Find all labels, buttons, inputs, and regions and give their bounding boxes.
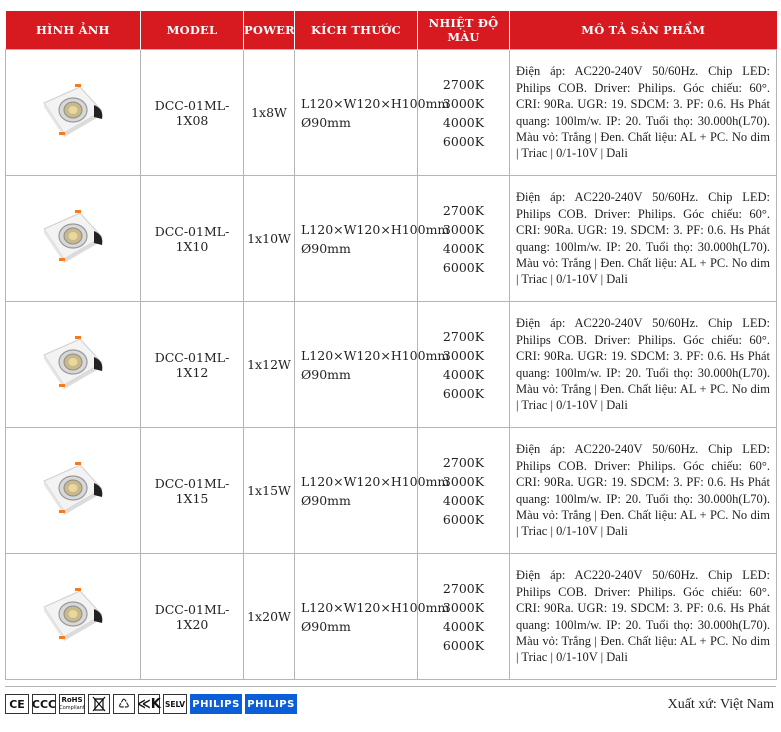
size-dimensions: L120×W120×H100mm: [301, 347, 450, 363]
product-image-cell: [6, 554, 141, 680]
size-diameter: Ø90mm: [301, 492, 351, 508]
ccc-mark-icon: CCC: [32, 694, 56, 714]
color-temp-value: 6000K: [442, 259, 485, 275]
description-cell: Điện áp: AC220-240V 50/60Hz. Chip LED: Philips COB. Driver: Philips. Góc chiếu: 60°. CRI: 90Ra. UGR: 19. SDCM: 3. PF: 0.6. Hs Phát quang: 100lm/w. IP: 20. Tuổi thọ: 30.000h(L70). Màu vỏ: Trắng | Đen. Chất liệu: AL + PC. No dim | Triac | 0/1-10V | Dali: [510, 302, 777, 428]
philips-logo-icon: PHILIPS: [245, 694, 297, 714]
header-image: HÌNH ẢNH: [6, 11, 141, 50]
table-header-row: [6, 11, 777, 50]
downlight-image-icon: [38, 459, 108, 519]
color-temp-cell: [418, 554, 510, 680]
model-cell: DCC-01ML-1X20: [141, 554, 244, 680]
description-cell: Điện áp: AC220-240V 50/60Hz. Chip LED: Philips COB. Driver: Philips. Góc chiếu: 60°. CRI: 90Ra. UGR: 19. SDCM: 3. PF: 0.6. Hs Phát quang: 100lm/w. IP: 20. Tuổi thọ: 30.000h(L70). Màu vỏ: Trắng | Đen. Chất liệu: AL + PC. No dim | Triac | 0/1-10V | Dali: [510, 50, 777, 176]
power-cell: 1x15W: [244, 428, 295, 554]
model-cell: DCC-01ML-1X08: [141, 50, 244, 176]
color-temp-value: 3000K: [442, 473, 485, 489]
header-power: POWER: [244, 11, 295, 50]
size-dimensions: L120×W120×H100mm: [301, 95, 450, 111]
model-cell: DCC-01ML-1X12: [141, 302, 244, 428]
power-cell: 1x10W: [244, 176, 295, 302]
color-temp-value: 6000K: [442, 511, 485, 527]
color-temp-value: 4000K: [442, 492, 485, 508]
size-dimensions: L120×W120×H100mm: [301, 221, 450, 237]
description-cell: Điện áp: AC220-240V 50/60Hz. Chip LED: Philips COB. Driver: Philips. Góc chiếu: 60°. CRI: 90Ra. UGR: 19. SDCM: 3. PF: 0.6. Hs Phát quang: 100lm/w. IP: 20. Tuổi thọ: 30.000h(L70). Màu vỏ: Trắng | Đen. Chất liệu: AL + PC. No dim | Triac | 0/1-10V | Dali: [510, 428, 777, 554]
color-temp-value: 2700K: [442, 580, 485, 596]
certification-logos: [5, 694, 297, 716]
power-cell: 1x12W: [244, 302, 295, 428]
color-temp-value: 2700K: [442, 76, 485, 92]
color-temp-value: 2700K: [442, 328, 485, 344]
power-cell: 1x8W: [244, 50, 295, 176]
color-temp-cell: [418, 176, 510, 302]
color-temp-cell: [418, 428, 510, 554]
philips-logo-icon: PHILIPS: [190, 694, 242, 714]
table-row: [6, 554, 777, 680]
description-cell: Điện áp: AC220-240V 50/60Hz. Chip LED: Philips COB. Driver: Philips. Góc chiếu: 60°. CRI: 90Ra. UGR: 19. SDCM: 3. PF: 0.6. Hs Phát quang: 100lm/w. IP: 20. Tuổi thọ: 30.000h(L70). Màu vỏ: Trắng | Đen. Chất liệu: AL + PC. No dim | Triac | 0/1-10V | Dali: [510, 554, 777, 680]
rohs-mark-icon: [59, 694, 85, 714]
footer: [5, 686, 776, 725]
color-temp-value: 2700K: [442, 454, 485, 470]
size-cell: [295, 428, 450, 554]
color-temp-value: 4000K: [442, 114, 485, 130]
origin-label: Xuất xứ: Việt Nam: [667, 697, 774, 712]
rohs-compliant-label: Compliant: [59, 705, 85, 711]
color-temp-value: 2700K: [442, 202, 485, 218]
color-temp-value: 6000K: [442, 385, 485, 401]
color-temp-value: 3000K: [442, 347, 485, 363]
size-diameter: Ø90mm: [301, 114, 351, 130]
table-row: [6, 302, 777, 428]
power-cell: 1x20W: [244, 554, 295, 680]
downlight-image-icon: [38, 81, 108, 141]
weee-bin-icon: [88, 694, 110, 714]
size-dimensions: L120×W120×H100mm: [301, 599, 450, 615]
color-temp-value: 4000K: [442, 618, 485, 634]
ce-mark-icon: CE: [5, 694, 29, 714]
table-row: [6, 50, 777, 176]
color-temp-cell: [418, 302, 510, 428]
color-temp-value: 3000K: [442, 221, 485, 237]
header-size: KÍCH THƯỚC: [295, 11, 418, 50]
size-dimensions: L120×W120×H100mm: [301, 473, 450, 489]
product-image-cell: [6, 50, 141, 176]
color-temp-value: 3000K: [442, 599, 485, 615]
recycle-icon: ♺: [113, 694, 135, 714]
size-cell: [295, 176, 450, 302]
size-diameter: Ø90mm: [301, 240, 351, 256]
model-cell: DCC-01ML-1X15: [141, 428, 244, 554]
color-temp-value: 6000K: [442, 637, 485, 653]
rohs-label: RoHS: [61, 696, 83, 704]
downlight-image-icon: [38, 585, 108, 645]
product-image-cell: [6, 302, 141, 428]
color-temp-value: 3000K: [442, 95, 485, 111]
color-temp-value: 4000K: [442, 240, 485, 256]
table-row: [6, 176, 777, 302]
color-temp-value: 4000K: [442, 366, 485, 382]
downlight-image-icon: [38, 207, 108, 267]
product-spec-table: [5, 11, 777, 680]
header-description: MÔ TẢ SẢN PHẨM: [510, 11, 777, 50]
table-row: [6, 428, 777, 554]
size-diameter: Ø90mm: [301, 618, 351, 634]
selv-mark-icon: SELV: [163, 694, 187, 714]
description-cell: Điện áp: AC220-240V 50/60Hz. Chip LED: Philips COB. Driver: Philips. Góc chiếu: 60°. CRI: 90Ra. UGR: 19. SDCM: 3. PF: 0.6. Hs Phát quang: 100lm/w. IP: 20. Tuổi thọ: 30.000h(L70). Màu vỏ: Trắng | Đen. Chất liệu: AL + PC. No dim | Triac | 0/1-10V | Dali: [510, 176, 777, 302]
header-model: MODEL: [141, 11, 244, 50]
size-cell: [295, 554, 450, 680]
size-diameter: Ø90mm: [301, 366, 351, 382]
color-temp-value: 6000K: [442, 133, 485, 149]
k-mark-icon: ≪K: [138, 694, 160, 714]
header-color-temp: NHIỆT ĐỘ MÀU: [418, 11, 510, 50]
downlight-image-icon: [38, 333, 108, 393]
product-image-cell: [6, 428, 141, 554]
color-temp-cell: [418, 50, 510, 176]
product-image-cell: [6, 176, 141, 302]
size-cell: [295, 302, 450, 428]
model-cell: DCC-01ML-1X10: [141, 176, 244, 302]
size-cell: [295, 50, 450, 176]
